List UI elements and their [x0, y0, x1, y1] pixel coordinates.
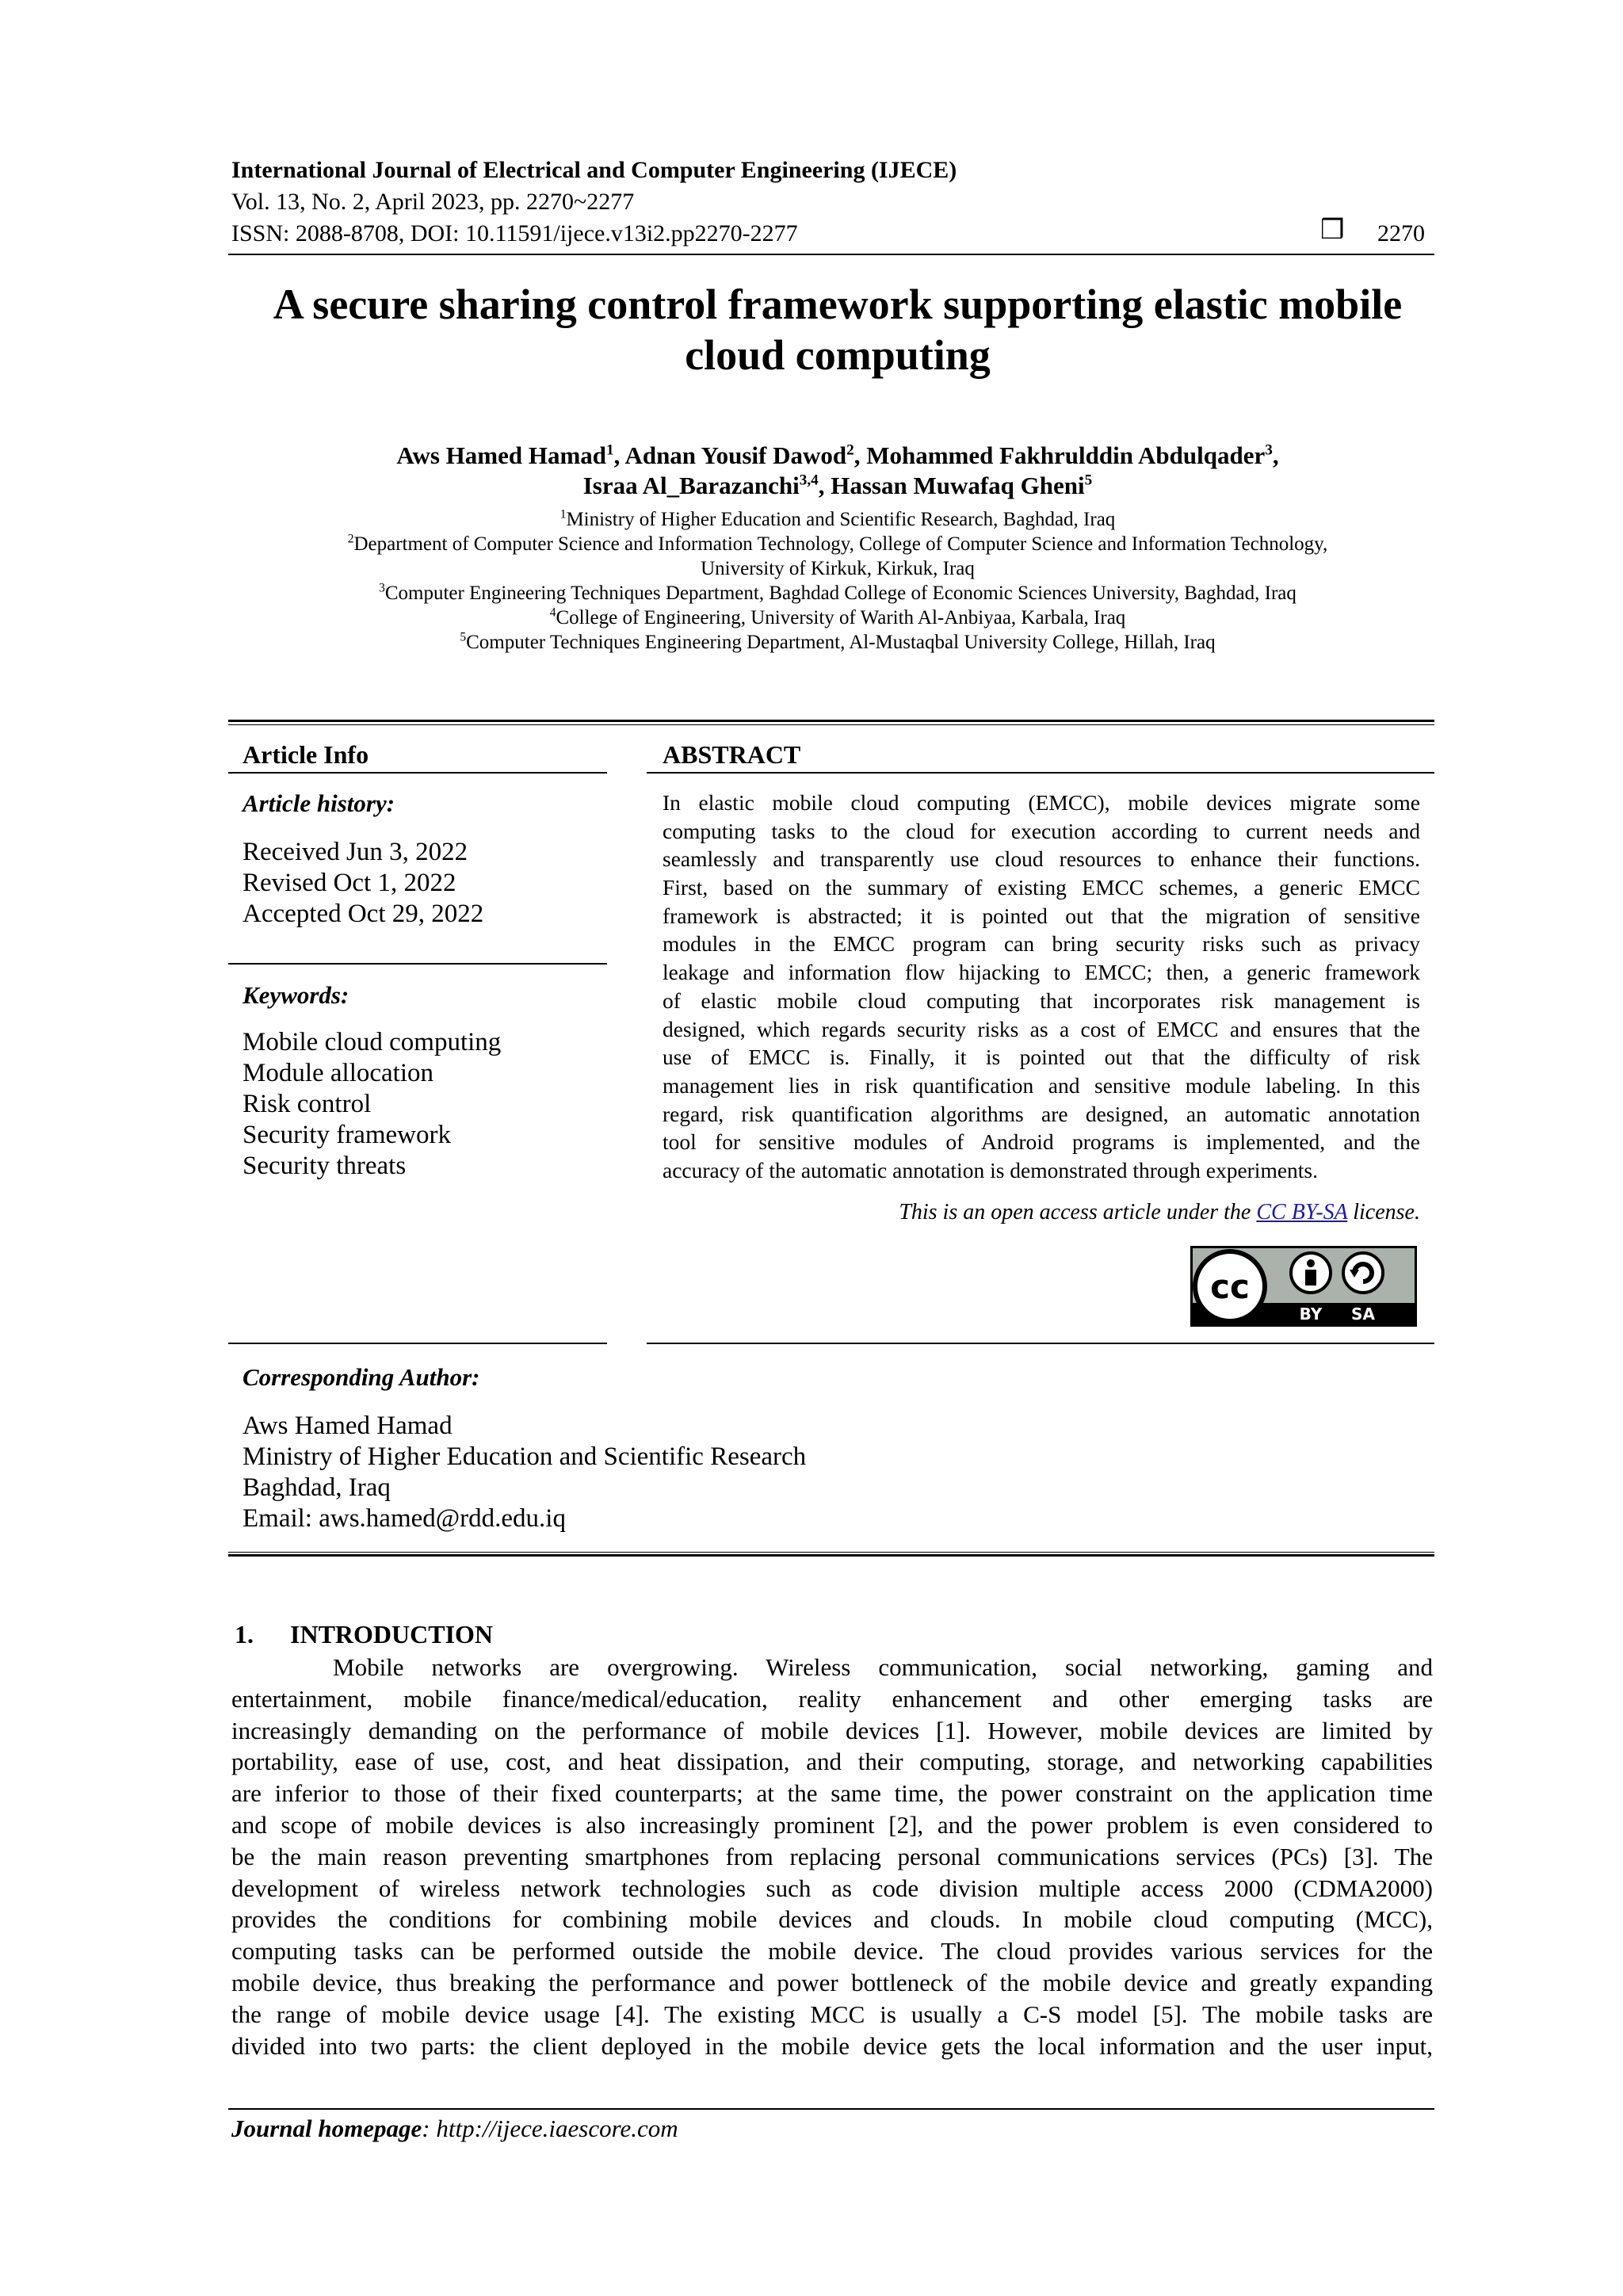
keywords-heading: Keywords: — [242, 981, 349, 1009]
abstract-line: accuracy of the automatic annotation is demonstrated through experiments. — [663, 1157, 1319, 1182]
affiliation-list — [231, 507, 1444, 655]
author-line-2 — [231, 471, 1444, 501]
author-affil-sup: 3 — [1265, 441, 1273, 459]
homepage-url[interactable]: http://ijece.iaescore.com — [436, 2115, 678, 2142]
abstract-line: modules in the EMCC program can bring security risks such as privacy — [663, 931, 1420, 957]
affiliation — [231, 556, 1444, 581]
keywords-rule — [228, 963, 607, 965]
article-history-heading: Article history: — [242, 789, 395, 817]
license-prefix: This is an open access article under the — [899, 1200, 1257, 1224]
article-info-rule — [228, 772, 607, 774]
intro-line: and scope of mobile devices is also increasingly prominent [2], and the power problem is even considered to — [231, 1810, 1433, 1839]
intro-line: are inferior to those of their fixed counterparts; at the same time, the power constraint on the application time — [231, 1779, 1433, 1808]
affil-sup: 3 — [379, 581, 385, 595]
intro-line: be the main reason preventing smartphones from replacing personal communications services (PCs) [3]. The — [231, 1842, 1433, 1870]
header-rule — [228, 254, 1434, 255]
affiliation — [231, 630, 1444, 655]
issn-doi: ISSN: 2088-8708, DOI: 10.11591/ijece.v13i2.pp2270-2277 — [231, 220, 798, 246]
author-affil-sup: 3,4 — [799, 472, 819, 489]
abstract-line: of elastic mobile cloud computing that incorporates risk management is — [663, 988, 1420, 1013]
abstract-line: use of EMCC is. Finally, it is pointed out that the difficulty of risk — [663, 1045, 1420, 1070]
abstract-line: seamlessly and transparently use cloud resources to enhance their functions. — [663, 846, 1420, 872]
author-name: Israa Al_Barazanchi — [582, 472, 800, 499]
info-box-top-rule — [228, 720, 1434, 722]
keyword: Security framework — [242, 1121, 451, 1149]
abstract-heading: ABSTRACT — [663, 740, 801, 769]
article-info-heading: Article Info — [242, 740, 369, 769]
info-box-bottom-rule-thin — [228, 1552, 1434, 1553]
abstract-body — [663, 789, 1420, 1185]
intro-line: the range of mobile device usage [4]. The existing MCC is usually a C-S model [5]. The mobile tasks are — [231, 2000, 1433, 2028]
corresponding-heading: Corresponding Author: — [242, 1363, 480, 1391]
info-box-top-rule-thin — [228, 724, 1434, 725]
license-suffix: license. — [1347, 1200, 1420, 1224]
corresponding-name: Aws Hamed Hamad — [242, 1412, 453, 1440]
footer-rule — [228, 2108, 1434, 2110]
keyword: Module allocation — [242, 1059, 434, 1087]
author-affil-sup: 5 — [1084, 472, 1093, 489]
abstract-line: computing tasks to the cloud for execution according to current needs and — [663, 818, 1420, 843]
intro-line: computing tasks can be performed outside the mobile device. The cloud provides various services for the — [231, 1937, 1433, 1966]
author-line-1 — [231, 441, 1444, 471]
author-name: Hassan Muwafaq Gheni — [831, 472, 1085, 499]
intro-line: mobile device, thus breaking the performance and power bottleneck of the mobile device and greatly expanding — [231, 1968, 1433, 1996]
keyword: Security threats — [242, 1152, 407, 1180]
intro-line: divided into two parts: the client deployed in the mobile device gets the local information and the user input, — [231, 2031, 1433, 2060]
article-history — [242, 837, 483, 930]
affil-text: College of Engineering, University of Warith Al-Anbiyaa, Karbala, Iraq — [556, 607, 1126, 628]
title-line-2: cloud computing — [685, 331, 991, 379]
intro-line: development of wireless network technologies such as code division multiple access 2000 (CDMA2000) — [231, 1874, 1433, 1902]
author-sep: , — [818, 472, 831, 499]
corresponding-org: Ministry of Higher Education and Scientific Research — [242, 1442, 807, 1471]
corresponding-city: Baghdad, Iraq — [242, 1473, 391, 1502]
author-affil-sup: 2 — [846, 441, 854, 459]
affil-sup: 2 — [347, 532, 354, 546]
title-line-1: A secure sharing control framework supporting elastic mobile — [273, 281, 1403, 328]
affil-sup: 5 — [460, 630, 467, 644]
license-note — [663, 1200, 1420, 1225]
affil-text: Computer Engineering Techniques Department, Baghdad College of Economic Sciences University, Baghdad, Iraq — [384, 583, 1296, 604]
homepage-colon: : — [422, 2115, 437, 2142]
keyword: Risk control — [242, 1090, 372, 1118]
author-name: Aws Hamed Hamad — [396, 441, 607, 469]
abstract-line: In elastic mobile cloud computing (EMCC), mobile devices migrate some — [663, 790, 1420, 815]
cc-logo-text: cc — [1210, 1267, 1250, 1306]
affil-text: Computer Techniques Engineering Department, Al-Mustaqbal University College, Hillah, Iraq — [466, 632, 1216, 653]
abstract-line: First, based on the summary of existing EMCC schemes, a generic EMCC — [663, 875, 1420, 900]
author-name: Mohammed Fakhrulddin Abdulqader — [866, 441, 1266, 469]
intro-line: entertainment, mobile finance/medical/education, reality enhancement and other emerging tasks are — [231, 1684, 1433, 1713]
affil-text: Ministry of Higher Education and Scientific Research, Baghdad, Iraq — [566, 509, 1116, 530]
author-sep: , — [613, 441, 625, 469]
volume-info: Vol. 13, No. 2, April 2023, pp. 2270~2277 — [231, 189, 635, 215]
revised-date: Revised Oct 1, 2022 — [242, 869, 456, 897]
section-number: 1. — [235, 1620, 254, 1648]
journal-name: International Journal of Electrical and Computer Engineering (IJECE) — [231, 157, 957, 183]
by-label: BY — [1299, 1305, 1323, 1324]
paper-title — [231, 279, 1444, 380]
affil-text: University of Kirkuk, Kirkuk, Iraq — [701, 558, 975, 579]
affiliation — [231, 532, 1444, 556]
corresponding-details — [242, 1411, 806, 1534]
affiliation — [231, 606, 1444, 630]
intro-line: provides the conditions for combining mobile devices and clouds. In mobile cloud computing (MCC), — [231, 1905, 1433, 1934]
page-number: 2270 — [1377, 220, 1425, 246]
abstract-bottom-rule — [647, 1343, 1434, 1344]
box-icon: ❒ — [1320, 216, 1345, 245]
homepage-label: Journal homepage — [231, 2115, 422, 2142]
abstract-line: regard, risk quantification algorithms are designed, an automatic annotation — [663, 1101, 1420, 1126]
affiliation — [231, 507, 1444, 532]
abstract-line: leakage and information flow hijacking to EMCC; then, a generic framework — [663, 960, 1420, 985]
received-date: Received Jun 3, 2022 — [242, 838, 468, 866]
affiliation — [231, 581, 1444, 606]
author-list — [231, 441, 1444, 501]
intro-line: portability, ease of use, cost, and heat dissipation, and their computing, storage, and networking capabilities — [231, 1748, 1433, 1776]
abstract-rule — [647, 772, 1434, 774]
journal-homepage — [231, 2115, 678, 2143]
author-sep: , — [1272, 441, 1279, 469]
keywords-list — [242, 1027, 501, 1182]
abstract-line: designed, which regards security risks as a cost of EMCC and ensures that the — [663, 1016, 1420, 1041]
cc-by-sa-badge[interactable] — [1190, 1246, 1417, 1327]
section-heading: INTRODUCTION — [290, 1620, 494, 1648]
affil-sup: 1 — [559, 507, 567, 521]
author-affil-sup: 1 — [606, 441, 614, 459]
author-name: Adnan Yousif Dawod — [624, 441, 847, 469]
intro-line: increasingly demanding on the performance of mobile devices [1]. However, mobile devices are limited by — [231, 1716, 1433, 1744]
affil-text: Department of Computer Science and Information Technology, College of Computer Science and Information Technology, — [353, 533, 1328, 555]
abstract-line: framework is abstracted; it is pointed out that the migration of sensitive — [663, 903, 1420, 928]
accepted-date: Accepted Oct 29, 2022 — [242, 900, 484, 928]
article-info-bottom-rule — [228, 1343, 607, 1344]
author-sep: , — [854, 441, 867, 469]
keyword: Mobile cloud computing — [242, 1028, 502, 1056]
abstract-line: management lies in risk quantification and sensitive module labeling. In this — [663, 1072, 1420, 1098]
introduction-body — [231, 1652, 1433, 2061]
abstract-line: tool for sensitive modules of Android programs is implemented, and the — [663, 1129, 1420, 1155]
affil-sup: 4 — [549, 606, 556, 620]
intro-line: Mobile networks are overgrowing. Wireless communication, social networking, gaming and — [333, 1653, 1433, 1681]
sa-label: SA — [1351, 1305, 1375, 1324]
cc-by-sa-link[interactable]: CC BY-SA — [1256, 1200, 1348, 1224]
corresponding-email: Email: aws.hamed@rdd.edu.iq — [242, 1504, 566, 1533]
info-box-bottom-rule — [228, 1554, 1434, 1557]
